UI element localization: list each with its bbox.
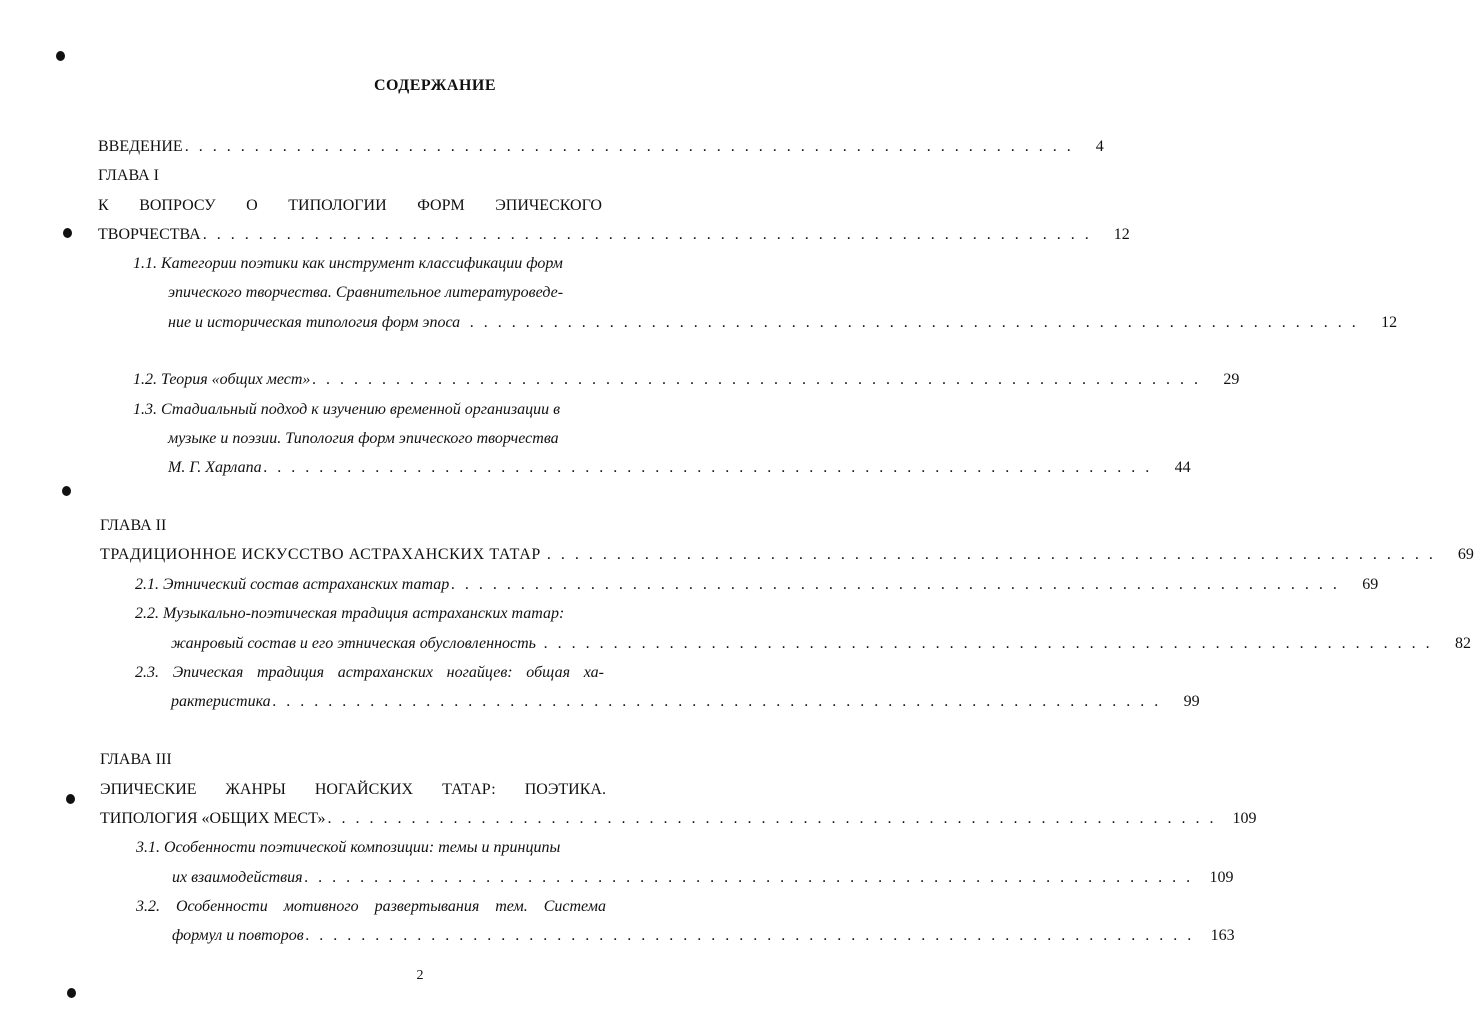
toc-leader-dots: . . . . . . . . . . . . . . . . . . . . . . . . . . . . . . . . . . . . . . . . . . . . . . . . . . . . . . . . . . . . . . . .	[184, 138, 1074, 155]
title-word: ЭПИЧЕСКИЕ	[100, 781, 197, 798]
toc-entry-label: ние и историческая типология форм эпоса	[168, 314, 461, 331]
toc-page-number: 69	[1362, 576, 1379, 593]
entry-word: Система	[543, 898, 606, 915]
title-word: ЖАНРЫ	[225, 781, 286, 798]
toc-page-number: 44	[1174, 459, 1191, 476]
toc-entry-1-1-line2: эпического творчества. Сравнительное литературоведе-	[168, 284, 564, 301]
page-title: СОДЕРЖАНИЕ	[373, 77, 497, 94]
entry-word: развертывания	[374, 898, 480, 915]
punch-hole-mark	[63, 228, 72, 238]
toc-entry-1-1	[168, 313, 1398, 333]
toc-entry-1-1-line1: 1.1. Категории поэтики как инструмент классификации форм	[133, 255, 563, 272]
title-word: ТИПОЛОГИИ	[288, 197, 387, 214]
toc-page-number: 109	[1232, 810, 1257, 827]
entry-word: ногайцев:	[446, 664, 513, 681]
toc-entry-chapter-1	[98, 225, 1130, 245]
toc-page-number: 69	[1457, 546, 1474, 563]
toc-entry-2-3	[171, 692, 1200, 712]
punch-hole-mark	[56, 51, 65, 61]
toc-page-number: 109	[1209, 869, 1234, 886]
toc-entry-label: ТРАДИЦИОННОЕ ИСКУССТВО АСТРАХАНСКИХ ТАТАР	[100, 546, 541, 563]
title-word: ТАТАР:	[442, 781, 496, 798]
title-word: ВОПРОСУ	[139, 197, 216, 214]
toc-leader-dots: . . . . . . . . . . . . . . . . . . . . . . . . . . . . . . . . . . . . . . . . . . . . . . . . . . . . . . . . . . . . . . . .	[272, 693, 1162, 710]
toc-leader-dots: . . . . . . . . . . . . . . . . . . . . . . . . . . . . . . . . . . . . . . . . . . . . . . . . . . . . . . . . . . . . . . . .	[451, 576, 1341, 593]
toc-page-number: 29	[1223, 371, 1240, 388]
title-word: ЭПИЧЕСКОГО	[495, 197, 602, 214]
toc-entry-1-2	[133, 370, 1240, 390]
entry-word: 3.2.	[136, 898, 160, 915]
toc-entry-chapter-2	[100, 545, 1474, 565]
toc-leader-dots: . . . . . . . . . . . . . . . . . . . . . . . . . . . . . . . . . . . . . . . . . . . . . . . . . . . . . . . . . . . . . . . .	[304, 869, 1194, 886]
toc-entry-chapter-3	[100, 809, 1257, 829]
toc-page-number: 12	[1381, 314, 1398, 331]
entry-word: Эпическая	[172, 664, 244, 681]
punch-hole-mark	[67, 988, 76, 998]
toc-leader-dots: . . . . . . . . . . . . . . . . . . . . . . . . . . . . . . . . . . . . . . . . . . . . . . . . . . . . . . . . . . . . . . . .	[202, 226, 1092, 243]
entry-word: ха-	[583, 664, 604, 681]
toc-entry-label: жанровый состав и его этническая обусловленность	[171, 635, 536, 652]
entry-word: общая	[526, 664, 571, 681]
toc-leader-dots: . . . . . . . . . . . . . . . . . . . . . . . . . . . . . . . . . . . . . . . . . . . . . . . . . . . . . . . . . . . . . . . .	[327, 810, 1217, 827]
toc-entry-1-3	[168, 458, 1191, 478]
toc-page-number: 4	[1095, 138, 1104, 155]
toc-entry-label: ТИПОЛОГИЯ «ОБЩИХ МЕСТ»	[100, 810, 326, 827]
toc-entry-2-3-line1	[135, 663, 604, 683]
punch-hole-mark	[62, 486, 71, 496]
toc-entry-1-3-line1: 1.3. Стадиальный подход к изучению временной организации в	[133, 401, 561, 418]
chapter-1-heading: ГЛАВА I	[98, 167, 159, 184]
title-word: ПОЭТИКА.	[524, 781, 606, 798]
toc-entry-label: ТВОРЧЕСТВА	[98, 226, 201, 243]
entry-word: Особенности	[175, 898, 268, 915]
toc-entry-intro	[98, 137, 1104, 157]
toc-leader-dots: . . . . . . . . . . . . . . . . . . . . . . . . . . . . . . . . . . . . . . . . . . . . . . . . . . . . . . . . . . . . . . . .	[546, 546, 1436, 563]
chapter-2-heading: ГЛАВА II	[100, 517, 167, 534]
toc-entry-2-2	[171, 634, 1471, 654]
entry-word: тем.	[495, 898, 528, 915]
entry-word: 2.3.	[135, 664, 159, 681]
punch-hole-mark	[66, 794, 75, 804]
toc-leader-dots: . . . . . . . . . . . . . . . . . . . . . . . . . . . . . . . . . . . . . . . . . . . . . . . . . . . . . . . . . . . . . . . .	[305, 927, 1195, 944]
entry-word: астраханских	[337, 664, 433, 681]
toc-leader-dots: . . . . . . . . . . . . . . . . . . . . . . . . . . . . . . . . . . . . . . . . . . . . . . . . . . . . . . . . . . . . . . . .	[470, 314, 1360, 331]
toc-page-number: 163	[1210, 927, 1235, 944]
toc-entry-label: рактеристика	[171, 693, 271, 710]
entry-word: традиция	[257, 664, 325, 681]
title-word: НОГАЙСКИХ	[314, 781, 414, 798]
toc-entry-1-3-line2: музыке и поэзии. Типология форм эпического творчества	[168, 430, 559, 447]
title-word: ФОРМ	[417, 197, 465, 214]
toc-entry-2-2-line1: 2.2. Музыкально-поэтическая традиция астраханских татар:	[135, 605, 565, 622]
toc-entry-label: формул и повторов	[172, 927, 304, 944]
toc-entry-label: 1.2. Теория «общих мест»	[133, 371, 311, 388]
toc-entry-label: М. Г. Харлапа	[168, 459, 262, 476]
chapter-3-heading: ГЛАВА III	[100, 751, 172, 768]
toc-page-number: 12	[1113, 226, 1130, 243]
toc-leader-dots: . . . . . . . . . . . . . . . . . . . . . . . . . . . . . . . . . . . . . . . . . . . . . . . . . . . . . . . . . . . . . . . .	[312, 371, 1202, 388]
toc-leader-dots: . . . . . . . . . . . . . . . . . . . . . . . . . . . . . . . . . . . . . . . . . . . . . . . . . . . . . . . . . . . . . . . .	[543, 635, 1433, 652]
toc-entry-3-1	[172, 868, 1234, 888]
entry-word: мотивного	[283, 898, 359, 915]
toc-entry-label: ВВЕДЕНИЕ	[98, 138, 183, 155]
toc-page-number: 82	[1454, 635, 1471, 652]
title-word: О	[246, 197, 258, 214]
toc-entry-3-2-line1	[136, 897, 606, 917]
title-word: К	[98, 197, 109, 214]
toc-entry-2-1	[135, 575, 1379, 595]
chapter-1-title-line1	[98, 196, 602, 216]
toc-leader-dots: . . . . . . . . . . . . . . . . . . . . . . . . . . . . . . . . . . . . . . . . . . . . . . . . . . . . . . . . . . . . . . . .	[263, 459, 1153, 476]
page-number: 2	[416, 968, 424, 983]
toc-page-number: 99	[1183, 693, 1200, 710]
toc-entry-label: 2.1. Этнический состав астраханских татар	[135, 576, 450, 593]
toc-entry-3-1-line1: 3.1. Особенности поэтической композиции: темы и принципы	[136, 839, 561, 856]
chapter-3-title-line1	[100, 780, 606, 800]
toc-entry-label: их взаимодействия	[172, 869, 303, 886]
toc-entry-3-2	[172, 926, 1235, 946]
